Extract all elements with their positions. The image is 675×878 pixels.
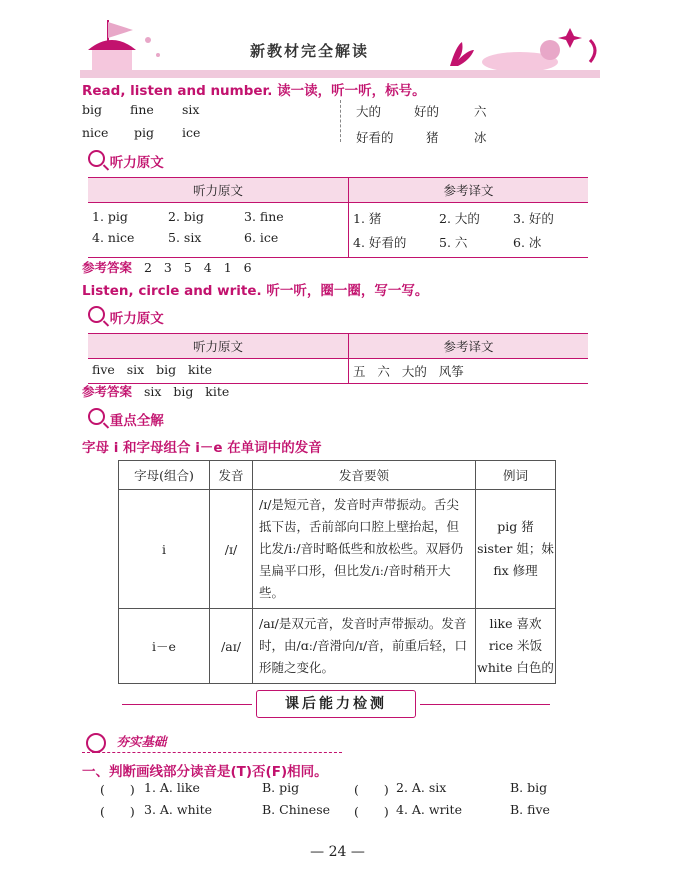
word: six (182, 102, 200, 117)
word: pig (134, 125, 155, 140)
keypoints-title-text: 重点全解 (109, 413, 164, 429)
divider (340, 100, 341, 142)
right-cell (349, 203, 589, 258)
example-word: fix 修理 (493, 563, 538, 578)
answer-label: 参考答案 (82, 260, 133, 275)
banner-line-left (122, 704, 252, 705)
exercise-banner: 课后能力检测 (256, 690, 416, 718)
table-head-right: 参考译文 (349, 334, 589, 359)
example-word: white 白色的 (477, 660, 554, 675)
pencil-icon (86, 733, 106, 753)
table-header-row (119, 461, 556, 490)
answer-blank[interactable]: ( ) (354, 782, 389, 797)
option-a: 4. A. write (396, 802, 462, 817)
table-row (119, 609, 556, 684)
word: 冰 (474, 130, 487, 145)
exercise-row (100, 802, 580, 824)
option-b: B. Chinese (262, 802, 331, 817)
list-item: 6. ice (244, 230, 279, 245)
banner-line-right (420, 704, 550, 705)
answer-1 (82, 258, 252, 276)
list-item: 3. fine (244, 209, 284, 224)
list-item: 5. six (168, 230, 202, 245)
castle-illustration (78, 10, 168, 70)
listening-table-1 (88, 177, 588, 258)
word: nice (82, 125, 109, 140)
word: 好的 (414, 104, 440, 119)
option-a: 2. A. six (396, 780, 447, 795)
column-header: 字母(组合) (119, 461, 210, 490)
option-b: B. five (510, 802, 550, 817)
exercise-items (100, 780, 580, 824)
list-item: 1. pig (92, 209, 128, 224)
bunny-clouds-illustration (430, 20, 610, 72)
answer-blank[interactable]: ( ) (100, 782, 135, 797)
table-row (119, 490, 556, 609)
keypoints-title (88, 408, 164, 429)
example-word: like 喜欢 (489, 616, 542, 631)
option-a: 3. A. white (144, 802, 213, 817)
answer-value: 2 3 5 4 1 6 (144, 260, 252, 275)
word: fine (130, 102, 154, 117)
table-head-left: 听力原文 (88, 178, 349, 203)
examples-cell (476, 609, 556, 684)
question-title: 一、判断画线部分读音是(T)否(F)相同。 (82, 764, 328, 780)
column-header: 发音要领 (253, 461, 476, 490)
table-head-right: 参考译文 (349, 178, 589, 203)
section1-instruction: Read, listen and number. 读一读，听一听，标号。 (82, 83, 426, 99)
examples-cell (476, 490, 556, 609)
tips-cell: /ɪ/是短元音，发音时声带振动。舌尖抵下齿，舌前部向口腔上壁抬起，但比发/iː/音时略低些和放松些。双唇仍呈扁平口形，但比发/iː/音时稍开大些。 (253, 490, 476, 609)
answer-blank[interactable]: ( ) (100, 804, 135, 819)
left-cell: five six big kite (92, 362, 213, 377)
answer-2 (82, 382, 229, 400)
option-b: B. big (510, 780, 548, 795)
words-en-row1 (82, 102, 332, 117)
list-item: 6. 冰 (513, 235, 542, 250)
option-a: 1. A. like (144, 780, 200, 795)
list-item: 5. 六 (439, 235, 468, 250)
listening-title-text: 听力原文 (109, 155, 164, 171)
word: 大的 (356, 104, 382, 119)
page-number: — 24 — (310, 844, 365, 860)
list-item: 2. 大的 (439, 211, 480, 226)
left-cell (88, 203, 349, 258)
words-cn-row1 (356, 102, 556, 120)
word: 六 (474, 104, 487, 119)
sound-cell: /ɪ/ (210, 490, 253, 609)
word: ice (182, 125, 201, 140)
answer-value: six big kite (144, 384, 230, 399)
section2-instruction: Listen, circle and write. 听一听，圈一圈，写一写。 (82, 283, 429, 299)
right-cell: 五 六 大的 风筝 (349, 359, 589, 384)
list-item: 4. nice (92, 230, 135, 245)
listening-title-2 (88, 306, 164, 327)
sound-cell: /aɪ/ (210, 609, 253, 684)
exercise-tag (86, 732, 166, 753)
tips-cell: /aɪ/是双元音，发音时声带振动。发音时，由/ɑː/音滑向/ɪ/音，前重后轻，口形随之变化。 (253, 609, 476, 684)
words-en (82, 102, 332, 140)
magnifier-icon (88, 150, 105, 167)
keypoints-subtitle: 字母 i 和字母组合 i－e 在单词中的发音 (82, 440, 322, 456)
answer-blank[interactable]: ( ) (354, 804, 389, 819)
words-en-row2 (82, 125, 332, 140)
words-cn (356, 102, 556, 146)
word: big (82, 102, 103, 117)
exercise-row (100, 780, 580, 802)
header-bar (80, 70, 600, 78)
listening-title-text: 听力原文 (109, 311, 164, 327)
column-header: 发音 (210, 461, 253, 490)
pronunciation-table (118, 460, 556, 684)
letter-cell: i (119, 490, 210, 609)
option-b: B. pig (262, 780, 300, 795)
magnifier-icon (88, 408, 105, 425)
list-item: 4. 好看的 (353, 235, 407, 250)
letter-cell: i－e (119, 609, 210, 684)
answer-label: 参考答案 (82, 384, 133, 399)
word: 猪 (426, 130, 439, 145)
listening-title-1 (88, 150, 164, 171)
magnifier-icon (88, 306, 105, 323)
table-head-left: 听力原文 (88, 334, 349, 359)
tag-underline (82, 752, 342, 753)
header-title: 新教材完全解读 (250, 42, 370, 60)
list-item: 2. big (168, 209, 204, 224)
listening-table-2 (88, 333, 588, 384)
column-header: 例词 (476, 461, 556, 490)
list-item: 1. 猪 (353, 211, 382, 226)
word: 好看的 (356, 130, 394, 145)
example-word: pig 猪 (497, 519, 534, 534)
list-item: 3. 好的 (513, 211, 554, 226)
exercise-tag-text: 夯实基础 (116, 734, 167, 749)
example-word: sister 姐；妹 (477, 541, 554, 556)
example-word: rice 米饭 (488, 638, 543, 653)
words-cn-row2 (356, 128, 556, 146)
